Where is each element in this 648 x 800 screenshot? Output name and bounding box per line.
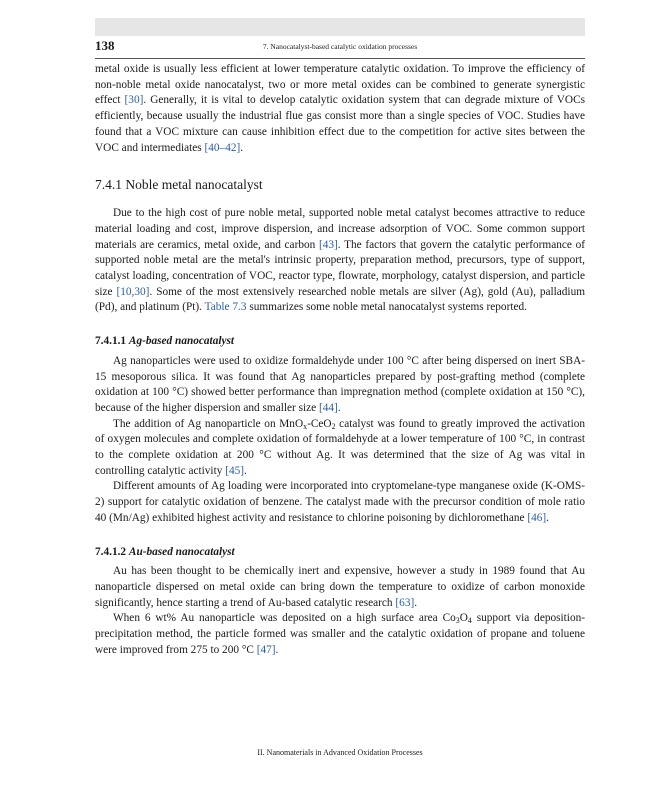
ag-paragraph-3 <box>95 479 585 526</box>
citation-link[interactable]: [43] <box>318 238 338 251</box>
subscript: 2 <box>331 421 336 431</box>
citation-link[interactable]: [45] <box>225 464 245 477</box>
text: Au has been thought to be chemically inert and expensive, however a study in 1989 found that Au nanoparticle dispersed on metal oxide can bring down the temperature to oxidize of carbon monoxide significantly, hence starting a trend of Au-based catalytic research <box>95 565 585 609</box>
ag-paragraph-2 <box>95 417 585 480</box>
section-number: 7.4.1 <box>95 177 122 193</box>
subscript: 3 <box>455 616 460 626</box>
text: Different amounts of Ag loading were incorporated into cryptomelane-type manganese oxide (K-OMS-2) support for catalytic oxidation of benzene. The catalyst made with the precursor condition of mole ratio 40 (Mn/Ag) exhibited highest activity and resistance to chlorine poisoning by dichloromethane <box>95 480 585 524</box>
chapter-title: 7. Nanocatalyst-based catalytic oxidation processes <box>262 42 418 51</box>
text: Due to the high cost of pure noble metal, supported noble metal catalyst becomes attractive to reduce material loading and cost, improve dispersion, and increase adsorption of VOC. Some common support materials are ceramics, metal oxide, and carbon <box>95 207 585 251</box>
section-title: Noble metal nanocatalyst <box>125 177 263 193</box>
period: . <box>414 596 418 609</box>
citation-link[interactable]: [44] <box>318 401 338 414</box>
page-number: 138 <box>95 38 115 53</box>
page-footer: II. Nanomaterials in Advanced Oxidation Processes <box>257 748 423 757</box>
page-content <box>95 62 585 659</box>
citation-link[interactable]: [30] <box>124 94 144 107</box>
period: . <box>275 643 279 656</box>
running-head <box>95 38 585 59</box>
citation-link[interactable]: [47] <box>256 643 276 656</box>
section-heading <box>95 176 585 194</box>
text: The addition of Ag nanoparticle on MnO <box>113 417 304 430</box>
subsection-title: Au-based nanocatalyst <box>128 545 235 558</box>
au-paragraph-2 <box>95 611 585 658</box>
subsection-title: Ag-based nanocatalyst <box>128 335 235 348</box>
text: Ag nanoparticles were used to oxidize formaldehyde under 100 °C after being dispersed on inert SBA-15 mesoporous silica. It was found that Ag nanoparticles prepared by post-grafting method (complete oxidation at 100 °C) showed better performance than impregnation method (complete oxidation at 150 °C), because of the higher dispersion and smaller size <box>95 354 585 414</box>
text: . The factors that govern the catalytic performance of supported noble metal are the metal's intrinsic property, preparation method, precursors, type of support, catalyst loading, concentration of VOC, reactor type, flowrate, morphology, catalyst dispersion, and particle size <box>95 238 585 298</box>
citation-link[interactable]: [10,30] <box>116 285 150 298</box>
subscript: 4 <box>467 616 472 626</box>
subsection-heading-au <box>95 545 585 561</box>
period: . <box>240 141 244 154</box>
period: . <box>546 511 549 524</box>
header-band <box>95 18 585 36</box>
subsection-number: 7.4.1.1 <box>95 335 127 348</box>
intro-paragraph <box>95 62 585 156</box>
subsection-heading-ag <box>95 334 585 350</box>
text: catalyst was found to greatly improved the activation of oxygen molecules and complete oxidation of formaldehyde at a lower temperature of 100 °C, in contrast to the complete oxidation at 200 °C without Ag. It was determined that the size of Ag was vital in controlling catalytic activity <box>95 417 586 477</box>
intro-text: metal oxide is usually less efficient at lower temperature catalytic oxidation. To improve the efficiency of non-noble metal oxide nanocatalyst, two or more metal oxides can be combined to generate synergistic effect <box>95 63 585 107</box>
text: summarizes some noble metal nanocatalyst systems reported. <box>246 301 527 314</box>
period: . <box>337 401 341 414</box>
text: support via deposition-precipitation method, the particle formed was smaller and the catalytic oxidation of propane and toluene were improved from 275 to 200 °C <box>95 612 586 656</box>
citation-link[interactable]: [46] <box>527 511 547 524</box>
text: . Some of the most extensively researched noble metals are silver (Ag), gold (Au), palladium (Pd), and platinum (Pt). <box>95 285 585 314</box>
au-paragraph-1 <box>95 564 585 611</box>
text: When 6 wt% Au nanoparticle was deposited on a high surface area Co <box>113 612 456 625</box>
period: . <box>244 464 247 477</box>
section-paragraph <box>95 206 585 316</box>
citation-link[interactable]: [40–42] <box>204 141 241 154</box>
citation-link[interactable]: [63] <box>395 596 415 609</box>
text: -CeO <box>307 417 332 430</box>
ag-paragraph-1 <box>95 354 585 417</box>
intro-text-2: . Generally, it is vital to develop catalytic oxidation system that can degrade mixture of VOCs efficiently, because usually the industrial flue gas consist more than a single species of VOC. Studies have found that a VOC mixture can cause inhibition effect due to the competition for active sites between the VOC and intermediates <box>95 94 586 154</box>
subscript: x <box>303 421 308 431</box>
subsection-number: 7.4.1.2 <box>95 545 127 558</box>
table-link[interactable]: Table 7.3 <box>204 301 247 314</box>
text: O <box>459 612 468 625</box>
